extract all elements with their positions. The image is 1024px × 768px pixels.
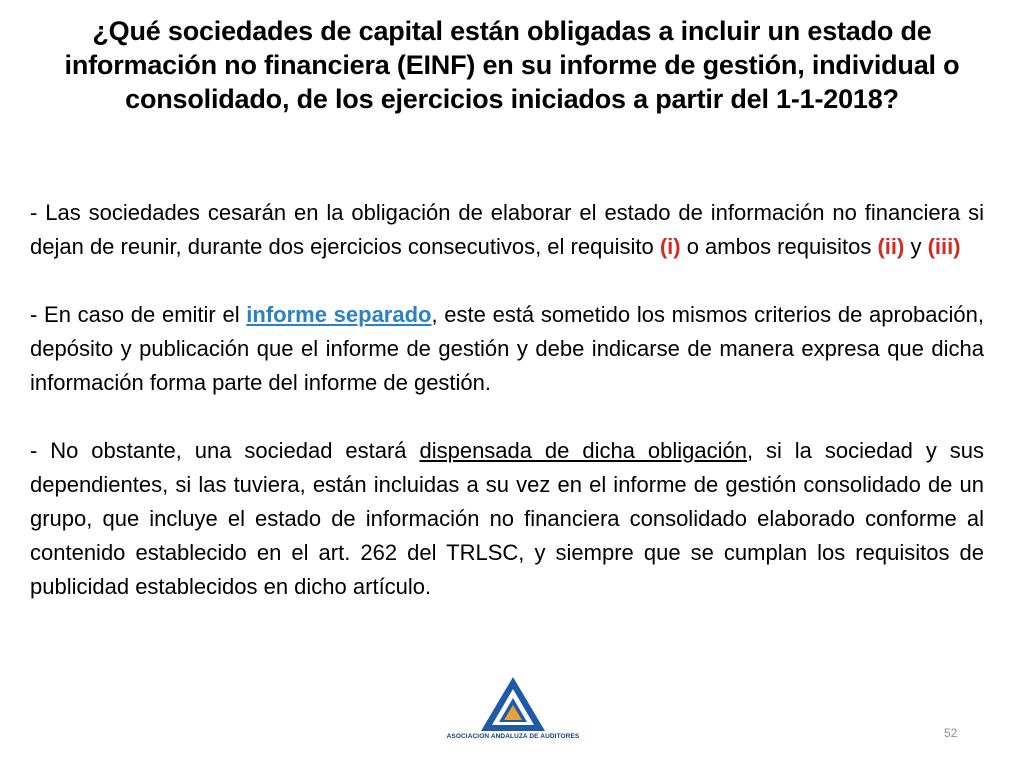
paragraph-exemption-text-a: - No obstante, una sociedad estará [30, 438, 420, 463]
paragraph-exemption [30, 434, 984, 604]
requirement-ref-i: (i) [659, 234, 681, 259]
separate-report-link[interactable]: informe separado [246, 302, 432, 327]
slide-title: ¿Qué sociedades de capital están obligadas a incluir un estado de información no financiera (EINF) en su informe de gestión, individual o consolidado, de los ejercicios iniciados a partir del 1-1-2018? [64, 16, 960, 114]
paragraph-cessation-text-b: o ambos requisitos [680, 234, 878, 259]
paragraph-exemption-text-b: , si la sociedad y sus dependientes, si las tuviera, están incluidas a su vez en el informe de gestión consolidado de un grupo, que incluye el estado de información no financiera consolidado elaborado conforme al contenido establecido en el art. 262 del TRLSC, y siempre que se cumplan los requisitos de publicidad establecidos en dicho artículo. [30, 438, 985, 599]
paragraph-cessation-text-c: y [904, 234, 928, 259]
requirement-ref-iii: (iii) [927, 234, 961, 259]
paragraph-separate-report-text-a: - En caso de emitir el [30, 302, 247, 327]
logo-caption: ASOCIACION ANDALUZA DE AUDITORES [446, 733, 580, 740]
association-logo [438, 676, 588, 742]
requirement-ref-ii: (ii) [877, 234, 905, 259]
paragraph-separate-report [30, 298, 984, 400]
exemption-underlined: dispensada de dicha obligación [419, 438, 747, 463]
paragraph-cessation-text-a: - Las sociedades cesarán en la obligación de elaborar el estado de información no financiera si dejan de reunir, durante dos ejercicios consecutivos, el requisito [30, 200, 984, 259]
paragraph-cessation [30, 196, 984, 264]
triangle-logo-icon [480, 676, 546, 732]
paragraph-separate-report-text-b: , este está sometido los mismos criterios de aprobación, depósito y publicación que el informe de gestión y debe indicarse de manera expresa que dicha información forma parte del informe de gestión. [30, 302, 984, 395]
slide-body [30, 196, 984, 604]
page-number: 52 [944, 726, 958, 740]
